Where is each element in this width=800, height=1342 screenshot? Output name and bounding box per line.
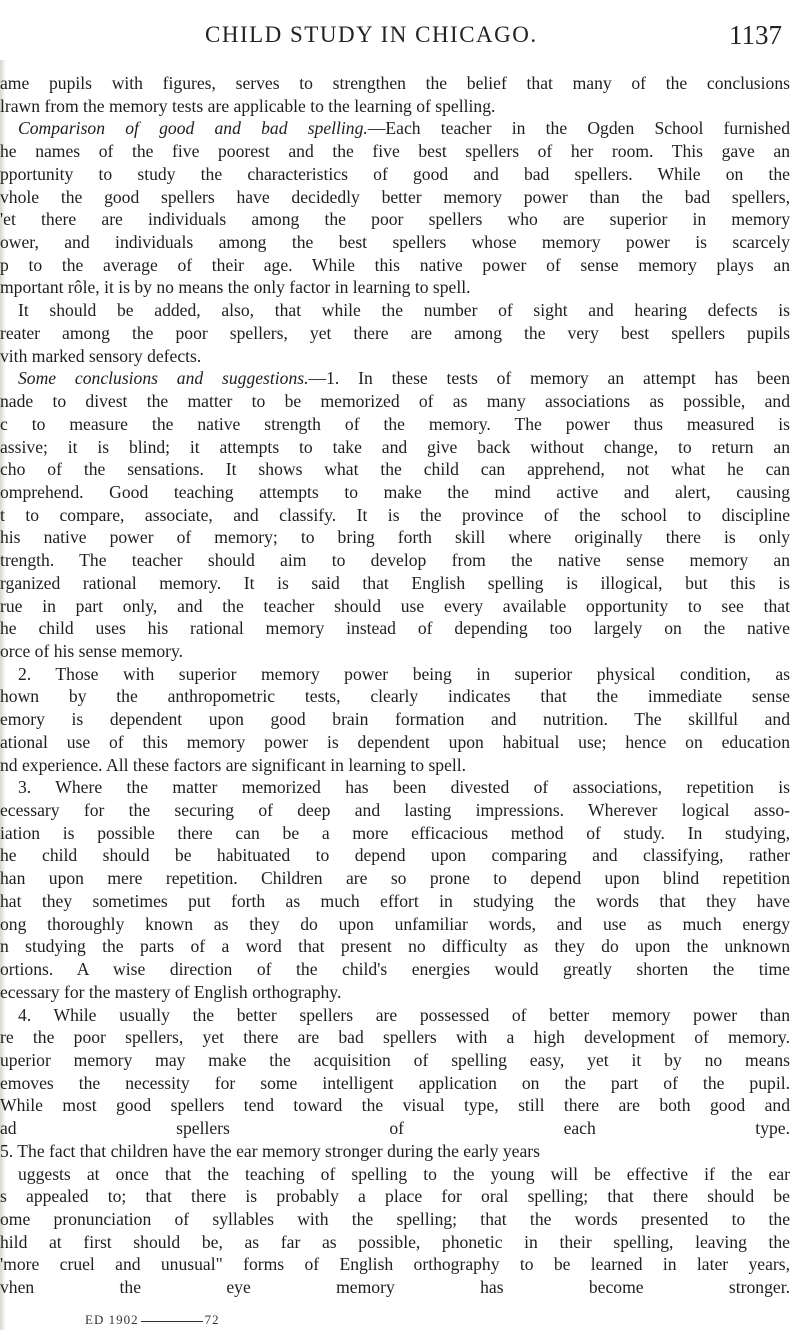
- text-line: assive; it is blind; it attempts to take and give back without change, to return an: [0, 436, 790, 457]
- text-line: ong thoroughly known as they do upon unfamiliar words, and use as much energy: [0, 913, 790, 934]
- text-line: re the poor spellers, yet there are bad spellers with a high development of memory.: [0, 1027, 790, 1048]
- text-line: uperior memory may make the acquisition of spelling easy, yet it by no means: [0, 1049, 790, 1070]
- text-line: ame pupils with figures, serves to strengthen the belief that many of the conclusions: [0, 73, 790, 93]
- text-line: vhen the eye memory has become stronger.: [0, 1277, 790, 1298]
- text-line: orce of his sense memory.: [0, 641, 184, 661]
- text-line: his native power of memory; to bring forth skill where originally there is only: [0, 527, 790, 548]
- text-line: rganized rational memory. It is said that English spelling is illogical, but this is: [0, 572, 790, 593]
- text-line: cho of the sensations. It shows what the child can apprehend, not what he can: [0, 459, 790, 480]
- text-line: he child should be habituated to depend upon comparing and classifying, rather: [0, 845, 790, 866]
- text-line: pportunity to study the characteristics of good and bad spellers. While on the: [0, 163, 790, 184]
- text-line: ad spellers of each type.: [0, 1118, 790, 1139]
- text-line: 4. While usually the better spellers are possessed of better memory power than: [18, 1004, 790, 1025]
- running-title: CHILD STUDY IN CHICAGO.: [205, 22, 538, 47]
- text-line: ecessary for the mastery of English orthography.: [0, 981, 342, 1002]
- text-line: vith marked sensory defects.: [0, 345, 202, 366]
- text-line: p to the average of their age. While this native power of sense memory plays an: [0, 254, 790, 275]
- text-line: trength. The teacher should aim to develop from the native sense memory an: [0, 550, 790, 571]
- page-number: 1137: [729, 20, 782, 50]
- text-line: lrawn from the memory tests are applicable to the learning of spelling.: [0, 95, 496, 116]
- running-header: [0, 20, 800, 60]
- text-line: ecessary for the securing of deep and lasting impressions. Wherever logical asso-: [0, 800, 790, 821]
- text-line: he names of the five poorest and the five best spellers of her room. This gave an: [0, 141, 790, 162]
- text-line: 3. Where the matter memorized has been divested of associations, repetition is: [18, 777, 790, 798]
- text-line: 5. The fact that children have the ear memory stronger during the early years: [0, 1140, 540, 1161]
- text-line: rue in part only, and the teacher should use every available opportunity to see that: [0, 595, 790, 616]
- text-line: 'more cruel and unusual" forms of English orthography to be learned in later years,: [0, 1254, 790, 1275]
- text-line: ome pronunciation of syllables with the spelling; that the words presented to the: [0, 1209, 790, 1229]
- text-line: he child uses his rational memory instead of depending too largely on the native: [0, 618, 790, 639]
- text-line: c to measure the native strength of the memory. The power thus measured is: [0, 413, 790, 434]
- text-line: Some conclusions and suggestions.—1. In these tests of memory an attempt has been: [18, 368, 790, 389]
- text-line: It should be added, also, that while the number of sight and hearing defects is: [18, 300, 790, 321]
- text-line: hild at first should be, as far as possible, phonetic in their spelling, leaving the: [0, 1231, 790, 1252]
- text-line: nd experience. All these factors are significant in learning to spell.: [0, 754, 467, 775]
- text-line: emory is dependent upon good brain formation and nutrition. The skillful and: [0, 709, 790, 730]
- footer-rule: [141, 1321, 203, 1322]
- text-line: ower, and individuals among the best spellers whose memory power is scarcely: [0, 232, 790, 253]
- text-line: hown by the anthropometric tests, clearly indicates that the immediate sense: [0, 686, 790, 707]
- text-line: iation is possible there can be a more efficacious method of study. In studying,: [0, 822, 790, 843]
- text-line: Comparison of good and bad spelling.—Each teacher in the Ogden School furnished: [18, 118, 790, 139]
- text-line: omprehend. Good teaching attempts to make the mind active and alert, causing: [0, 481, 790, 502]
- text-line: 2. Those with superior memory power being in superior physical condition, as: [18, 663, 790, 684]
- text-line: mportant rôle, it is by no means the only factor in learning to spell.: [0, 277, 471, 298]
- text-line: While most good spellers tend toward the visual type, still there are both good and: [0, 1095, 790, 1116]
- footer-left: ED 1902: [85, 1312, 139, 1327]
- text-line: ational use of this memory power is dependent upon habitual use; hence on education: [0, 731, 790, 752]
- text-line: t to compare, associate, and classify. It is the province of the school to discipline: [0, 504, 790, 525]
- text-line: ortions. A wise direction of the child's energies would greatly shorten the time: [0, 959, 790, 980]
- signature-footer: [85, 1312, 220, 1328]
- text-line: vhole the good spellers have decidedly better memory power than the bad spellers,: [0, 186, 790, 207]
- text-line: n studying the parts of a word that present no difficulty as they do upon the unknown: [0, 936, 790, 957]
- body-text: [0, 72, 800, 1322]
- text-line: han upon mere repetition. Children are so prone to depend upon blind repetition: [0, 868, 790, 889]
- text-line: 'et there are individuals among the poor spellers who are superior in memory: [0, 209, 790, 230]
- text-line: uggests at once that the teaching of spelling to the young will be effective if the ear: [18, 1163, 790, 1184]
- text-line: s appealed to; that there is probably a place for oral spelling; that there should be: [0, 1186, 790, 1207]
- text-line: emoves the necessity for some intelligent application on the part of the pupil.: [0, 1072, 790, 1093]
- text-line: hat they sometimes put forth as much effort in studying the words that they have: [0, 890, 790, 911]
- text-line: nade to divest the matter to be memorized of as many associations as possible, and: [0, 391, 790, 412]
- text-line: reater among the poor spellers, yet there are among the very best spellers pupils: [0, 322, 790, 343]
- footer-right: 72: [204, 1312, 220, 1327]
